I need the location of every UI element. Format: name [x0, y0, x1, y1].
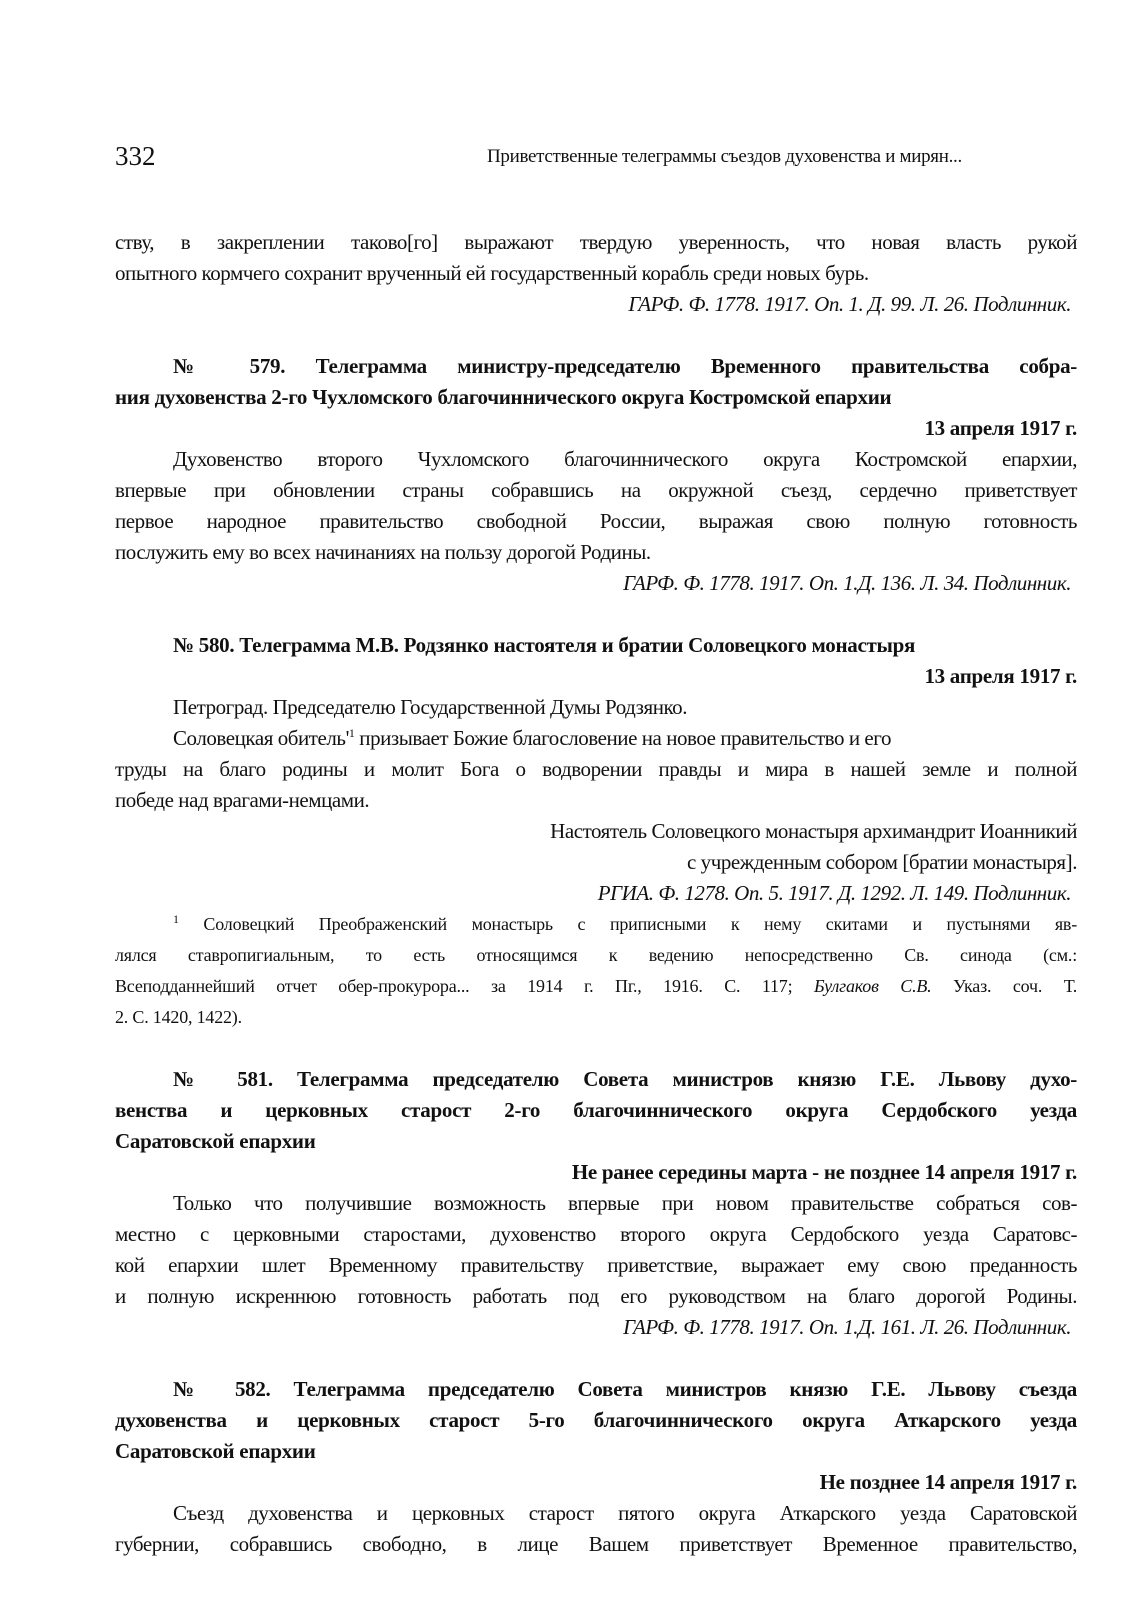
body-line: местно с церковными старостами, духовенство второго округа Сердобского уезда Саратовс- — [115, 1222, 1077, 1246]
footnote-line — [115, 971, 1077, 1002]
body-line: Духовенство второго Чухломского благочиннического округа Костромской епархии, — [173, 447, 1077, 471]
document-heading: венства и церковных старост 2-го благочиннического округа Сердобского уезда — [115, 1098, 1077, 1122]
footnote-marker: 1 — [173, 912, 179, 926]
document-date: 13 апреля 1917 г. — [924, 664, 1077, 688]
body-line: Только что получившие возможность впервые при новом правительстве собраться сов- — [173, 1191, 1077, 1215]
body-line: победе над врагами-немцами. — [115, 788, 370, 812]
archive-source: РГИА. Ф. 1278. Оп. 5. 1917. Д. 1292. Л. 149. Подлинник. — [597, 881, 1071, 905]
document-heading: № 579. Телеграмма министру-председателю Временного правительства собра- — [173, 354, 1077, 378]
archive-source: ГАРФ. Ф. 1778. 1917. Оп. 1. Д. 99. Л. 26. Подлинник. — [628, 292, 1071, 316]
document-heading: духовенства и церковных старост 5-го благочиннического округа Аткарского уезда — [115, 1408, 1077, 1432]
address-line: Петроград. Председателю Государственной Думы Родзянко. — [173, 695, 688, 719]
body-line: опытного кормчего сохранит врученный ей государственный корабль среди новых бурь. — [115, 261, 869, 285]
signature-line: Настоятель Соловецкого монастыря архимандрит Иоанникий — [550, 819, 1077, 843]
archive-source: ГАРФ. Ф. 1778. 1917. Оп. 1.Д. 136. Л. 34. Подлинник. — [623, 571, 1071, 595]
footnote-ref[interactable]: 1 — [348, 726, 355, 740]
document-heading: ния духовенства 2-го Чухломского благочиннического округа Костромской епархии — [115, 385, 892, 409]
body-line: Съезд духовенства и церковных старост пятого округа Аткарского уезда Саратовской — [173, 1501, 1077, 1525]
body-line: Соловецкая $обитель'^1$ призывает Божие благословение на новое правительство и его — [173, 726, 891, 750]
body-line: первое народное правительство свободной России, выражая свою полную готовность — [115, 509, 1077, 533]
document-date: 13 апреля 1917 г. — [924, 416, 1077, 440]
footnote-line — [115, 909, 1077, 940]
document-heading: № 582. Телеграмма председателю Совета министров князю Г.Е. Львову съезда — [173, 1377, 1077, 1401]
body-line: кой епархии шлет Временному правительству приветствие, выражает ему свою преданность — [115, 1253, 1077, 1277]
document-heading: Саратовской епархии — [115, 1439, 316, 1463]
body-text: Соловецкая обитель — [173, 726, 346, 750]
signature-line: с учрежденным собором [братии монастыря]. — [686, 850, 1077, 874]
footnote-author: Булгаков С.В. — [813, 976, 932, 996]
footnote-line: лялся ставропигиальным, то есть относящимся к ведению непосредственно Св. синода (см.: — [115, 945, 1077, 965]
document-date: Не ранее середины марта - не позднее 14 апреля 1917 г. — [571, 1160, 1077, 1184]
document-heading: № 580. Телеграмма М.В. Родзянко настоятеля и братии Соловецкого монастыря — [173, 633, 916, 657]
body-line: послужить ему во всех начинаниях на пользу дорогой Родины. — [115, 540, 651, 564]
footnote-text: Указ. соч. Т. — [953, 976, 1077, 996]
body-line: труды на благо родины и молит Бога о водворении правды и мира в нашей земле и полной — [115, 757, 1077, 781]
body-line: впервые при обновлении страны собравшись на окружной съезд, сердечно приветствует — [115, 478, 1077, 502]
document-date: Не позднее 14 апреля 1917 г. — [819, 1470, 1077, 1494]
body-line: ству, в закреплении таково[го] выражают твердую уверенность, что новая власть рукой — [115, 230, 1077, 254]
footnote-line: 2. С. 1420, 1422). — [115, 1007, 242, 1027]
footnote-text: Всеподданнейший отчет обер-прокурора... за 1914 г. Пг., 1916. С. 117; — [115, 976, 793, 996]
running-title: Приветственные телеграммы съездов духовенства и мирян... — [487, 146, 962, 167]
body-line: и полную искреннюю готовность работать под его руководством на благо дорогой Родины. — [115, 1284, 1077, 1308]
page-number: 332 — [115, 141, 156, 171]
body-line: губернии, собравшись свободно, в лице Вашем приветствует Временное правительство, — [115, 1532, 1077, 1556]
footnote-text: Соловецкий Преображенский монастырь с приписными к нему скитами и пустынями яв- — [203, 914, 1077, 934]
document-heading: Саратовской епархии — [115, 1129, 316, 1153]
page-body — [115, 227, 1077, 1560]
body-text: призывает Божие благословение на новое правительство и его — [359, 726, 891, 750]
archive-source: ГАРФ. Ф. 1778. 1917. Оп. 1.Д. 161. Л. 26. Подлинник. — [623, 1315, 1071, 1339]
document-heading: № 581. Телеграмма председателю Совета министров князю Г.Е. Львову духо- — [173, 1067, 1077, 1091]
